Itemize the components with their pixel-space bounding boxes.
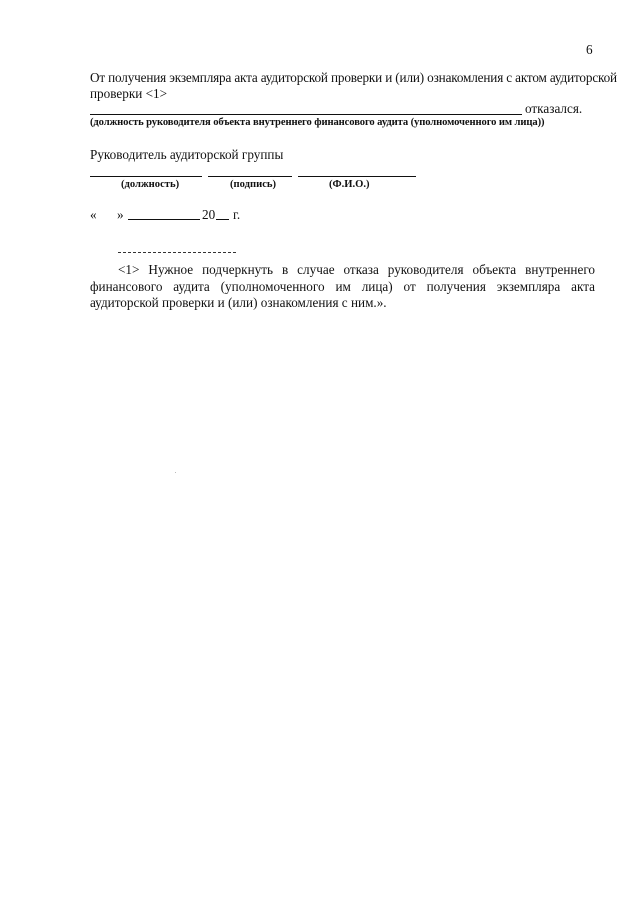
intro-line-1: От получения экземпляра акта аудиторской проверки и (или) ознакомления с актом аудиторской <box>90 70 617 85</box>
refusal-blank-line <box>90 114 522 115</box>
date-month-blank-line <box>128 219 200 220</box>
footnote-separator <box>118 252 236 253</box>
name-blank-line <box>298 176 416 177</box>
position-caption: (должность) <box>121 179 180 190</box>
date-year-blank-line <box>216 219 229 220</box>
signature-blank-line <box>208 176 292 177</box>
scan-speck <box>175 472 176 473</box>
name-caption: (Ф.И.О.) <box>329 179 370 190</box>
date-close-quote: » <box>117 207 124 222</box>
date-open-quote: « <box>90 207 97 222</box>
intro-line-2: проверки <1> <box>90 86 168 101</box>
refusal-word: отказался. <box>525 101 583 116</box>
footnote-text: <1> Нужное подчеркнуть в случае отказа руководителя объекта внутреннего финансового аудита (уполномоченного им лица) от получения экземпляра акта аудиторской проверки и (или) ознакомления с ним.». <box>90 262 595 310</box>
group-head-title: Руководитель аудиторской группы <box>90 147 284 162</box>
date-year-suffix: г. <box>233 207 241 222</box>
page-number: 6 <box>586 42 593 57</box>
position-blank-line <box>90 176 202 177</box>
date-year-prefix: 20 <box>202 207 216 222</box>
signature-caption: (подпись) <box>230 179 277 190</box>
refusal-caption: (должность руководителя объекта внутреннего финансового аудита (уполномоченного им лица)) <box>90 117 545 128</box>
